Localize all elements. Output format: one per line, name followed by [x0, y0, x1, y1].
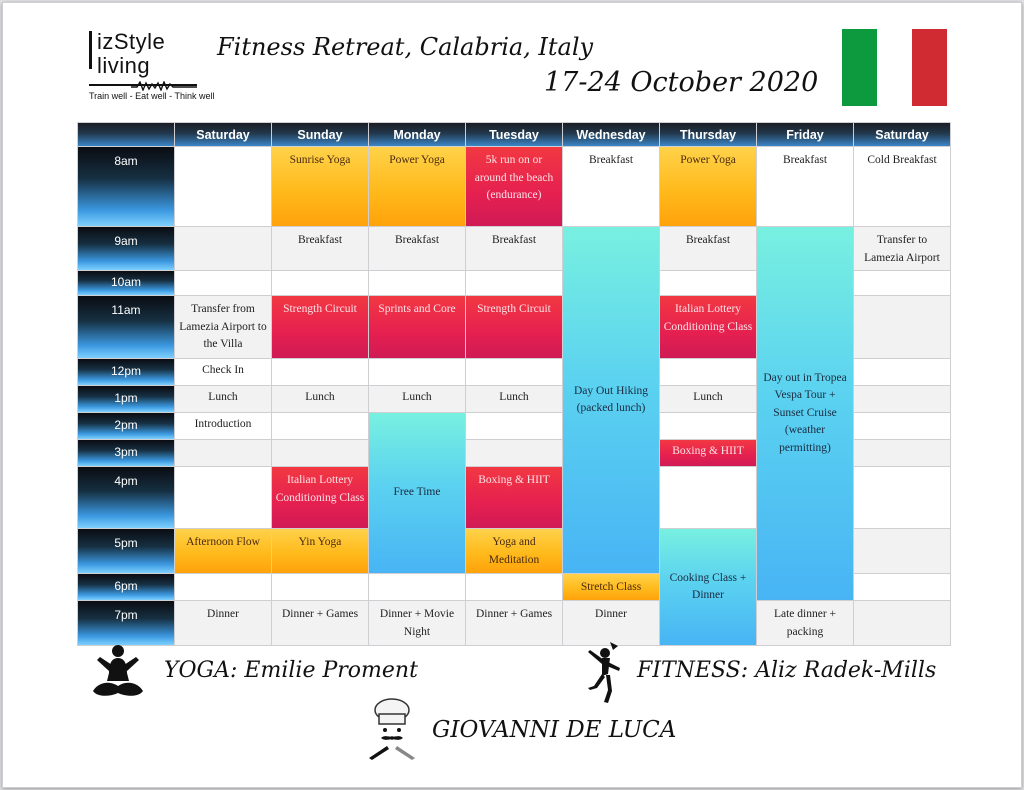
event-dinner-games-sunday: Dinner + Games	[272, 601, 368, 645]
event-strength-circuit-tuesday: Strength Circuit	[466, 296, 562, 358]
event-breakfast-wednesday: Breakfast	[563, 147, 659, 226]
brand-logo	[85, 29, 215, 113]
time-5pm: 5pm	[78, 529, 174, 573]
empty-cell	[854, 529, 950, 573]
event-lunch-tuesday: Lunch	[466, 386, 562, 412]
event-breakfast-thursday: Breakfast	[660, 227, 756, 270]
retreat-schedule-page	[2, 2, 1022, 788]
flag-red-stripe	[912, 29, 947, 106]
empty-cell	[369, 574, 465, 600]
empty-cell	[854, 296, 950, 358]
event-breakfast-sunday: Breakfast	[272, 227, 368, 270]
empty-cell	[854, 601, 950, 645]
time-3pm: 3pm	[78, 440, 174, 466]
empty-cell	[175, 227, 271, 270]
event-dinner-saturday: Dinner	[175, 601, 271, 645]
event-strength-circuit-sunday: Strength Circuit	[272, 296, 368, 358]
event-late-dinner-packing: Late dinner + packing	[757, 601, 853, 645]
time-9am: 9am	[78, 227, 174, 270]
event-lunch-monday: Lunch	[369, 386, 465, 412]
event-dinner-wednesday: Dinner	[563, 601, 659, 645]
time-6pm: 6pm	[78, 574, 174, 600]
empty-cell	[272, 359, 368, 385]
day-header-wednesday: Wednesday	[563, 123, 659, 146]
time-2pm: 2pm	[78, 413, 174, 439]
empty-cell	[660, 359, 756, 385]
time-1pm: 1pm	[78, 386, 174, 412]
chef-name: GIOVANNI DE LUCA	[432, 717, 677, 743]
event-italian-lottery-sunday: Italian Lottery Conditioning Class	[272, 467, 368, 528]
event-check-in: Check In	[175, 359, 271, 385]
corner-header	[78, 123, 174, 146]
time-4pm: 4pm	[78, 467, 174, 528]
event-cold-breakfast: Cold Breakfast	[854, 147, 950, 226]
logo-line-1: izStyle	[97, 29, 166, 54]
flag-green-stripe	[842, 29, 877, 106]
event-breakfast-friday: Breakfast	[757, 147, 853, 226]
empty-cell	[466, 574, 562, 600]
empty-cell	[175, 147, 271, 226]
day-header-saturday-2: Saturday	[854, 123, 950, 146]
empty-cell	[854, 467, 950, 528]
day-header-sunday: Sunday	[272, 123, 368, 146]
empty-cell	[175, 467, 271, 528]
day-header-tuesday: Tuesday	[466, 123, 562, 146]
event-yin-yoga: Yin Yoga	[272, 529, 368, 573]
empty-cell	[854, 386, 950, 412]
empty-cell	[272, 413, 368, 439]
time-12pm: 12pm	[78, 359, 174, 385]
chef-hat-icon	[363, 696, 421, 762]
event-afternoon-flow: Afternoon Flow	[175, 529, 271, 573]
empty-cell	[466, 440, 562, 466]
time-10am: 10am	[78, 271, 174, 295]
empty-cell	[854, 271, 950, 295]
event-sprints-core: Sprints and Core	[369, 296, 465, 358]
empty-cell	[466, 413, 562, 439]
yoga-instructor: YOGA: Emilie Proment	[164, 658, 418, 683]
time-7pm: 7pm	[78, 601, 174, 645]
event-power-yoga-thursday: Power Yoga	[660, 147, 756, 226]
event-stretch-class: Stretch Class	[563, 574, 659, 600]
event-italian-lottery-thursday: Italian Lottery Conditioning Class	[660, 296, 756, 358]
dancer-silhouette-icon	[580, 640, 626, 706]
event-sunrise-yoga: Sunrise Yoga	[272, 147, 368, 226]
event-cooking-class: Cooking Class + Dinner	[660, 529, 756, 645]
empty-cell	[175, 574, 271, 600]
empty-cell	[272, 574, 368, 600]
event-dinner-games-tuesday: Dinner + Games	[466, 601, 562, 645]
event-breakfast-tuesday: Breakfast	[466, 227, 562, 270]
flag-white-stripe	[877, 29, 912, 106]
empty-cell	[854, 440, 950, 466]
time-11am: 11am	[78, 296, 174, 358]
page-title: Fitness Retreat, Calabria, Italy	[217, 33, 594, 61]
day-header-saturday: Saturday	[175, 123, 271, 146]
day-header-thursday: Thursday	[660, 123, 756, 146]
event-free-time: Free Time	[369, 413, 465, 573]
event-5k-run: 5k run on or around the beach (endurance)	[466, 147, 562, 226]
event-introduction: Introduction	[175, 413, 271, 439]
yoga-pose-icon	[91, 643, 145, 699]
time-8am: 8am	[78, 147, 174, 226]
empty-cell	[272, 271, 368, 295]
empty-cell	[175, 271, 271, 295]
event-breakfast-monday: Breakfast	[369, 227, 465, 270]
event-transfer-from-airport: Transfer from Lamezia Airport to the Villa	[175, 296, 271, 358]
heartbeat-icon	[131, 81, 197, 91]
event-boxing-hiit-tuesday: Boxing & HIIT	[466, 467, 562, 528]
day-header-monday: Monday	[369, 123, 465, 146]
event-lunch-thursday: Lunch	[660, 386, 756, 412]
empty-cell	[854, 359, 950, 385]
event-lunch-saturday: Lunch	[175, 386, 271, 412]
event-day-out-hiking: Day Out Hiking (packed lunch)	[563, 227, 659, 573]
logo-line-2: living	[97, 53, 151, 78]
empty-cell	[369, 271, 465, 295]
empty-cell	[272, 440, 368, 466]
event-day-out-tropea: Day out in Tropea Vespa Tour + Sunset Cruise (weather permitting)	[757, 227, 853, 600]
empty-cell	[466, 271, 562, 295]
event-transfer-to-airport: Transfer to Lamezia Airport	[854, 227, 950, 270]
empty-cell	[854, 413, 950, 439]
empty-cell	[660, 467, 756, 528]
date-range: 17-24 October 2020	[544, 67, 819, 98]
empty-cell	[175, 440, 271, 466]
empty-cell	[369, 359, 465, 385]
event-boxing-hiit-thursday: Boxing & HIIT	[660, 440, 756, 466]
fitness-instructor: FITNESS: Aliz Radek-Mills	[637, 658, 937, 683]
event-yoga-meditation: Yoga and Meditation	[466, 529, 562, 573]
event-lunch-sunday: Lunch	[272, 386, 368, 412]
event-power-yoga-monday: Power Yoga	[369, 147, 465, 226]
empty-cell	[466, 359, 562, 385]
schedule-grid	[77, 122, 951, 646]
empty-cell	[660, 271, 756, 295]
italian-flag	[842, 29, 947, 106]
empty-cell	[854, 574, 950, 600]
day-header-friday: Friday	[757, 123, 853, 146]
empty-cell	[660, 413, 756, 439]
logo-tagline: Train well - Eat well - Think well	[89, 91, 215, 101]
event-dinner-movie-night: Dinner + Movie Night	[369, 601, 465, 645]
